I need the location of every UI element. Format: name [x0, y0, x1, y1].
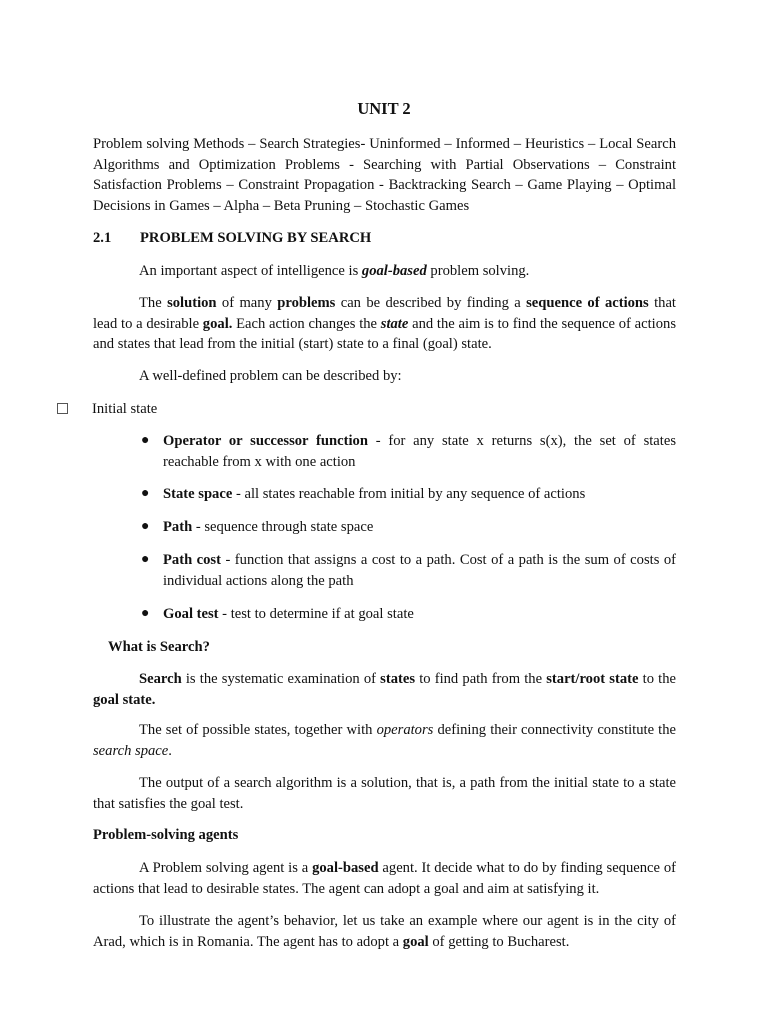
bullet-icon: ●	[141, 606, 150, 621]
syllabus-paragraph: Problem solving Methods – Search Strategies- Uninformed – Informed – Heuristics – Local Search Algorithms and Optimization Problems - Searching with Partial Observations – Constraint Satisfaction Problems – Constraint Propagation - Backtracking Search – Game Playing – Optimal Decisions in Games – Alpha – Beta Pruning – Stochastic Games	[93, 136, 676, 214]
bold-text: goal state.	[93, 691, 156, 708]
bold-text: Search	[139, 671, 182, 687]
initial-state-label: Initial state	[92, 401, 158, 417]
bold-text: states	[380, 671, 416, 687]
bullet-term: Path cost	[163, 552, 221, 568]
paragraph-search-space	[93, 720, 676, 761]
bold-text: goal.	[202, 315, 233, 332]
text: To illustrate the agent’s behavior, let us take an example where our agent is in the city of Arad, which is in Romania. The agent has to adopt a	[93, 913, 676, 950]
problem-solving-agents-heading: Problem-solving agents	[93, 827, 239, 843]
text: defining their connectivity constitute the	[433, 722, 677, 738]
bullet-text: - all states reachable from initial by any sequence of actions	[232, 486, 586, 502]
text: Each action changes the	[232, 315, 381, 332]
text: and the aim is to find the sequence of actions and states that lead from the initial (start) state to a final (goal) state.	[93, 315, 676, 352]
bullet-text: - sequence through state space	[192, 519, 374, 535]
section-heading	[93, 228, 371, 249]
list-item	[141, 517, 676, 538]
text: to find path from the	[415, 671, 547, 687]
checkbox-icon	[57, 403, 68, 414]
text: The	[139, 295, 168, 311]
section-title: PROBLEM SOLVING BY SEARCH	[140, 230, 372, 246]
section-number: 2.1	[93, 230, 112, 246]
unit-title: UNIT 2	[357, 99, 411, 118]
text: .	[168, 742, 172, 759]
text: that lead to a desirable	[93, 295, 676, 332]
text: A Problem solving agent is a	[139, 860, 313, 876]
emphasis-text: state	[380, 315, 409, 332]
text: to the	[638, 671, 677, 687]
paragraph-well-defined: A well-defined problem can be described by:	[139, 368, 402, 384]
bullet-icon: ●	[141, 486, 150, 501]
bold-text: goal-based	[312, 860, 379, 876]
paragraph-arad-example	[93, 911, 676, 952]
text: agent. It decide what to do by finding sequence of actions that lead to desirable states. The agent can adopt a goal and aim at satisfying it.	[93, 860, 677, 897]
list-item	[141, 604, 676, 625]
bullet-icon: ●	[141, 433, 150, 448]
text: An important aspect of intelligence is	[139, 263, 362, 279]
bold-text: solution	[167, 295, 217, 311]
bullet-icon: ●	[141, 552, 150, 567]
bullet-text: - function that assigns a cost to a path. Cost of a path is the sum of costs of individual actions along the path	[163, 552, 676, 589]
paragraph-search-definition	[93, 669, 676, 710]
bullet-term: Operator or successor function	[163, 433, 368, 449]
list-item	[141, 484, 676, 505]
bullet-term: Path	[163, 519, 193, 535]
bullet-icon: ●	[141, 519, 150, 534]
bold-text: start/root state	[546, 671, 639, 687]
bold-text: goal	[402, 933, 429, 950]
paragraph-goal-based	[93, 261, 676, 282]
bold-text: problems	[277, 295, 336, 311]
list-item	[141, 431, 676, 472]
bullet-term: Goal test	[163, 606, 219, 622]
text: of many	[216, 295, 278, 311]
text: of getting to Bucharest.	[428, 933, 570, 950]
text: is the systematic examination of	[181, 671, 381, 687]
paragraph-search-output: The output of a search algorithm is a solution, that is, a path from the initial state to a state that satisfies the goal test.	[93, 775, 676, 812]
paragraph-agent-definition	[93, 858, 676, 899]
paragraph-solution	[93, 293, 676, 355]
bullet-text: - for any state x returns s(x), the set of states reachable from x with one action	[163, 433, 676, 470]
text: can be described by finding a	[335, 295, 527, 311]
initial-state-item	[57, 399, 157, 420]
text: The set of possible states, together with	[139, 722, 377, 738]
bold-text: sequence of actions	[526, 295, 649, 311]
text: problem solving.	[426, 263, 530, 279]
bullet-term: State space	[163, 486, 233, 502]
bullet-text: - test to determine if at goal state	[218, 606, 414, 622]
emphasis-text: goal-based	[361, 263, 427, 279]
what-is-search-heading: What is Search?	[108, 639, 210, 655]
list-item	[141, 550, 676, 591]
italic-text: search space	[93, 742, 169, 759]
italic-text: operators	[376, 722, 434, 738]
